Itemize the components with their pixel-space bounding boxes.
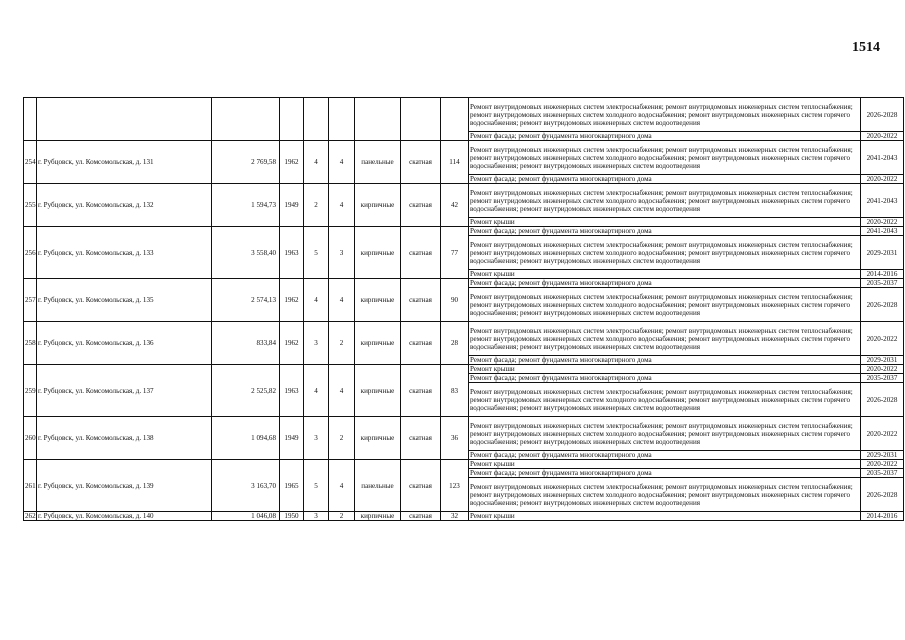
roof-type-cell: скатная xyxy=(401,227,441,279)
address-cell: г. Рубцовск, ул. Комсомольская, д. 137 xyxy=(37,365,212,417)
area-cell: 1 046,08 xyxy=(212,512,280,521)
work-cell: Ремонт внутридомовых инженерных систем электроснабжения; ремонт внутридомовых инженерных систем теплоснабжения; ремонт внутридомовых инженерных систем холодного водоснабжения; ремонт внутридомовых инженерных систем горячего водоснабжения; ремонт внутридомовых инженерных систем водоотведения xyxy=(469,236,861,270)
wall-material-cell: кирпичные xyxy=(355,184,401,227)
floors-cell: 3 xyxy=(304,512,329,521)
floors-cell: 5 xyxy=(304,460,329,512)
year-cell: 1949 xyxy=(280,184,304,227)
work-cell: Ремонт внутридомовых инженерных систем электроснабжения; ремонт внутридомовых инженерных систем теплоснабжения; ремонт внутридомовых инженерных систем холодного водоснабжения; ремонт внутридомовых инженерных систем горячего водоснабжения; ремонт внутридомовых инженерных систем водоотведения xyxy=(469,417,861,451)
table-row xyxy=(24,322,904,356)
period-cell: 2014-2016 xyxy=(861,270,904,279)
work-cell: Ремонт внутридомовых инженерных систем электроснабжения; ремонт внутридомовых инженерных систем теплоснабжения; ремонт внутридомовых инженерных систем холодного водоснабжения; ремонт внутридомовых инженерных систем горячего водоснабжения; ремонт внутридомовых инженерных систем водоотведения xyxy=(469,184,861,218)
work-cell: Ремонт внутридомовых инженерных систем электроснабжения; ремонт внутридомовых инженерных систем теплоснабжения; ремонт внутридомовых инженерных систем холодного водоснабжения; ремонт внутридомовых инженерных систем горячего водоснабжения; ремонт внутридомовых инженерных систем водоотведения xyxy=(469,478,861,512)
period-cell: 2041-2043 xyxy=(861,227,904,236)
period-cell: 2026-2028 xyxy=(861,478,904,512)
empty-cell xyxy=(355,98,401,141)
empty-cell xyxy=(329,98,355,141)
work-cell: Ремонт фасада; ремонт фундамента многоквартирного дома xyxy=(469,132,861,141)
row-number-cell: 260 xyxy=(24,417,37,460)
work-cell: Ремонт внутридомовых инженерных систем электроснабжения; ремонт внутридомовых инженерных систем теплоснабжения; ремонт внутридомовых инженерных систем холодного водоснабжения; ремонт внутридомовых инженерных систем горячего водоснабжения; ремонт внутридомовых инженерных систем водоотведения xyxy=(469,141,861,175)
work-cell: Ремонт фасада; ремонт фундамента многоквартирного дома xyxy=(469,279,861,288)
table-row xyxy=(24,98,904,132)
row-number-cell: 254 xyxy=(24,141,37,184)
year-cell: 1962 xyxy=(280,322,304,365)
roof-type-cell: скатная xyxy=(401,141,441,184)
table-row xyxy=(24,184,904,218)
work-cell: Ремонт фасада; ремонт фундамента многоквартирного дома xyxy=(469,451,861,460)
wall-material-cell: панельные xyxy=(355,460,401,512)
address-cell: г. Рубцовск, ул. Комсомольская, д. 138 xyxy=(37,417,212,460)
period-cell: 2035-2037 xyxy=(861,374,904,383)
roof-type-cell: скатная xyxy=(401,279,441,322)
floors-cell: 2 xyxy=(304,184,329,227)
floors-cell: 3 xyxy=(304,322,329,365)
residents-cell: 42 xyxy=(441,184,469,227)
work-cell: Ремонт крыши xyxy=(469,512,861,521)
roof-type-cell: скатная xyxy=(401,460,441,512)
empty-cell xyxy=(401,98,441,141)
wall-material-cell: кирпичные xyxy=(355,227,401,279)
table-row xyxy=(24,417,904,451)
year-cell: 1963 xyxy=(280,365,304,417)
floors-cell: 3 xyxy=(304,417,329,460)
row-number-cell: 256 xyxy=(24,227,37,279)
residents-cell: 83 xyxy=(441,365,469,417)
capital-repair-table xyxy=(23,97,904,521)
address-cell: г. Рубцовск, ул. Комсомольская, д. 131 xyxy=(37,141,212,184)
work-cell: Ремонт внутридомовых инженерных систем электроснабжения; ремонт внутридомовых инженерных систем теплоснабжения; ремонт внутридомовых инженерных систем холодного водоснабжения; ремонт внутридомовых инженерных систем горячего водоснабжения; ремонт внутридомовых инженерных систем водоотведения xyxy=(469,383,861,417)
entrances-cell: 4 xyxy=(329,279,355,322)
row-number-cell: 262 xyxy=(25,512,36,520)
table-row xyxy=(24,227,904,236)
year-cell: 1965 xyxy=(280,460,304,512)
floors-cell: 4 xyxy=(304,279,329,322)
period-cell: 2026-2028 xyxy=(861,288,904,322)
residents-cell: 90 xyxy=(441,279,469,322)
area-cell: 1 094,68 xyxy=(212,417,280,460)
entrances-cell: 2 xyxy=(329,512,355,521)
period-cell: 2035-2037 xyxy=(861,469,904,478)
address-cell: г. Рубцовск, ул. Комсомольская, д. 140 xyxy=(37,512,212,521)
period-cell: 2029-2031 xyxy=(861,451,904,460)
roof-type-cell: скатная xyxy=(401,512,441,521)
roof-type-cell: скатная xyxy=(401,184,441,227)
empty-cell xyxy=(212,98,280,141)
empty-cell xyxy=(24,98,37,141)
period-cell: 2035-2037 xyxy=(861,279,904,288)
page-number: 1514 xyxy=(852,40,880,55)
row-number-cell: 258 xyxy=(24,322,37,365)
period-cell: 2014-2016 xyxy=(861,512,904,521)
work-cell: Ремонт внутридомовых инженерных систем электроснабжения; ремонт внутридомовых инженерных систем теплоснабжения; ремонт внутридомовых инженерных систем холодного водоснабжения; ремонт внутридомовых инженерных систем горячего водоснабжения; ремонт внутридомовых инженерных систем водоотведения xyxy=(469,288,861,322)
wall-material-cell: кирпичные xyxy=(355,279,401,322)
work-cell: Ремонт крыши xyxy=(469,218,861,227)
period-cell: 2020-2022 xyxy=(861,365,904,374)
period-cell: 2020-2022 xyxy=(861,218,904,227)
area-cell: 2 769,58 xyxy=(212,141,280,184)
work-cell: Ремонт внутридомовых инженерных систем электроснабжения; ремонт внутридомовых инженерных систем теплоснабжения; ремонт внутридомовых инженерных систем холодного водоснабжения; ремонт внутридомовых инженерных систем горячего водоснабжения; ремонт внутридомовых инженерных систем водоотведения xyxy=(469,98,861,132)
period-cell: 2020-2022 xyxy=(861,417,904,451)
floors-cell: 4 xyxy=(304,141,329,184)
entrances-cell: 2 xyxy=(329,417,355,460)
wall-material-cell: панельные xyxy=(355,141,401,184)
work-cell: Ремонт крыши xyxy=(469,365,861,374)
year-cell: 1962 xyxy=(280,141,304,184)
work-cell: Ремонт фасада; ремонт фундамента многоквартирного дома xyxy=(469,175,861,184)
period-cell: 2026-2028 xyxy=(861,98,904,132)
address-cell: г. Рубцовск, ул. Комсомольская, д. 135 xyxy=(37,279,212,322)
year-cell: 1963 xyxy=(280,227,304,279)
period-cell: 2029-2031 xyxy=(861,236,904,270)
period-cell: 2020-2022 xyxy=(861,322,904,356)
floors-cell: 5 xyxy=(304,227,329,279)
address-cell: г. Рубцовск, ул. Комсомольская, д. 136 xyxy=(37,322,212,365)
row-number-cell: 255 xyxy=(24,184,37,227)
period-cell: 2041-2043 xyxy=(861,184,904,218)
year-cell: 1949 xyxy=(280,417,304,460)
empty-cell xyxy=(280,98,304,141)
period-cell: 2020-2022 xyxy=(861,175,904,184)
year-cell: 1962 xyxy=(280,279,304,322)
residents-cell: 114 xyxy=(441,141,469,184)
wall-material-cell: кирпичные xyxy=(355,365,401,417)
entrances-cell: 4 xyxy=(329,365,355,417)
area-cell: 2 574,13 xyxy=(212,279,280,322)
area-cell: 2 525,82 xyxy=(212,365,280,417)
roof-type-cell: скатная xyxy=(401,365,441,417)
residents-cell: 28 xyxy=(441,322,469,365)
row-number-cell: 261 xyxy=(24,460,37,512)
empty-cell xyxy=(37,98,212,141)
roof-type-cell: скатная xyxy=(401,417,441,460)
table-row xyxy=(24,512,904,521)
residents-cell: 36 xyxy=(441,417,469,460)
table-row xyxy=(24,365,904,374)
work-cell: Ремонт фасада; ремонт фундамента многоквартирного дома xyxy=(469,227,861,236)
entrances-cell: 4 xyxy=(329,141,355,184)
empty-cell xyxy=(441,98,469,141)
work-cell: Ремонт внутридомовых инженерных систем электроснабжения; ремонт внутридомовых инженерных систем теплоснабжения; ремонт внутридомовых инженерных систем холодного водоснабжения; ремонт внутридомовых инженерных систем горячего водоснабжения; ремонт внутридомовых инженерных систем водоотведения xyxy=(469,322,861,356)
entrances-cell: 2 xyxy=(329,322,355,365)
entrances-cell: 4 xyxy=(329,460,355,512)
area-cell: 3 558,40 xyxy=(212,227,280,279)
area-cell: 1 594,73 xyxy=(212,184,280,227)
work-cell: Ремонт фасада; ремонт фундамента многоквартирного дома xyxy=(469,469,861,478)
work-cell: Ремонт крыши xyxy=(469,460,861,469)
entrances-cell: 4 xyxy=(329,184,355,227)
period-cell: 2020-2022 xyxy=(861,132,904,141)
table-row xyxy=(24,141,904,175)
address-cell: г. Рубцовск, ул. Комсомольская, д. 133 xyxy=(37,227,212,279)
area-cell: 833,84 xyxy=(212,322,280,365)
address-cell: г. Рубцовск, ул. Комсомольская, д. 132 xyxy=(37,184,212,227)
table-row xyxy=(24,460,904,469)
table-row xyxy=(24,279,904,288)
roof-type-cell: скатная xyxy=(401,322,441,365)
address-cell: г. Рубцовск, ул. Комсомольская, д. 139 xyxy=(37,460,212,512)
year-cell: 1950 xyxy=(280,512,304,521)
residents-cell: 77 xyxy=(441,227,469,279)
work-cell: Ремонт крыши xyxy=(469,270,861,279)
period-cell: 2029-2031 xyxy=(861,356,904,365)
area-cell: 3 163,70 xyxy=(212,460,280,512)
row-number-cell: 257 xyxy=(24,279,37,322)
period-cell: 2041-2043 xyxy=(861,141,904,175)
period-cell: 2026-2028 xyxy=(861,383,904,417)
wall-material-cell: кирпичные xyxy=(355,417,401,460)
entrances-cell: 3 xyxy=(329,227,355,279)
residents-cell: 32 xyxy=(441,512,469,521)
row-number-cell: 259 xyxy=(24,365,37,417)
work-cell: Ремонт фасада; ремонт фундамента многоквартирного дома xyxy=(469,356,861,365)
work-cell: Ремонт фасада; ремонт фундамента многоквартирного дома xyxy=(469,374,861,383)
floors-cell: 4 xyxy=(304,365,329,417)
period-cell: 2020-2022 xyxy=(861,460,904,469)
residents-cell: 123 xyxy=(441,460,469,512)
empty-cell xyxy=(304,98,329,141)
wall-material-cell: кирпичные xyxy=(355,322,401,365)
wall-material-cell: кирпичные xyxy=(355,512,401,521)
